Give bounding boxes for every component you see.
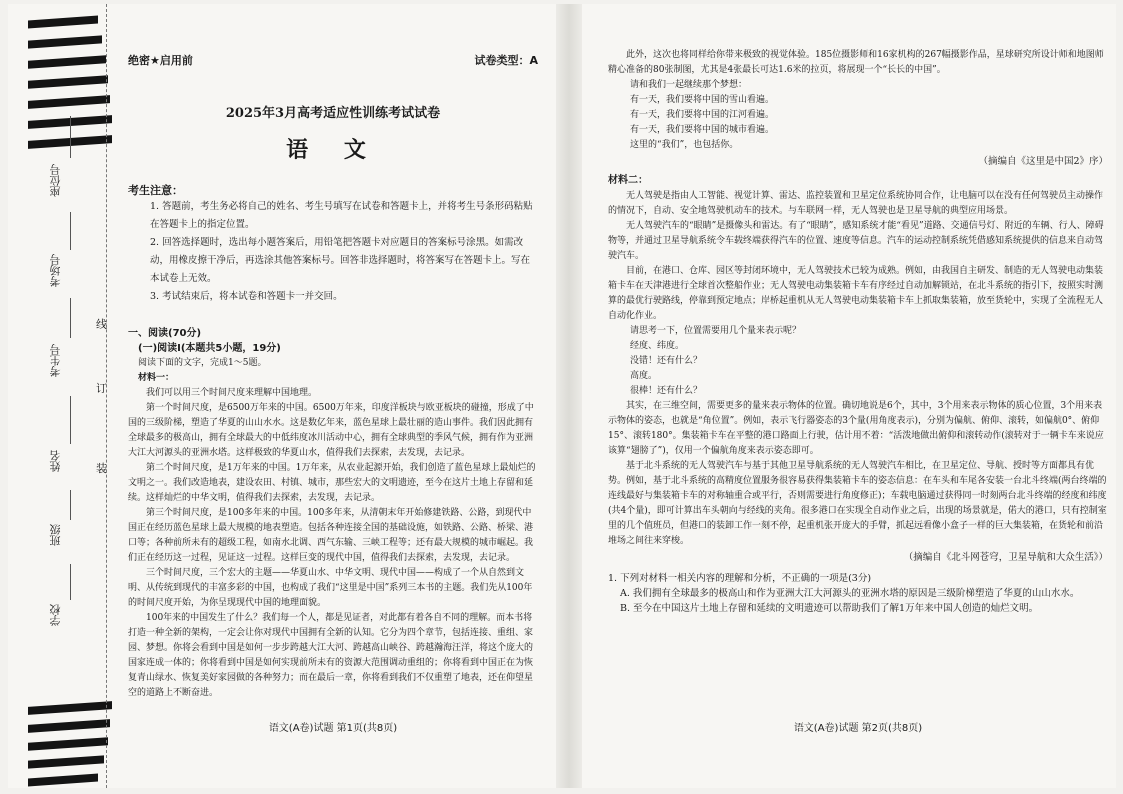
paragraph: 三个时间尺度，三个宏大的主题——华夏山水、中华文明、现代中国——构成了一个从自然到文明、从传统到现代的丰富多彩的中国，也构成了我们“这里是中国”系列三本书的主题。我们先从100年的时间尺度开始，为你呈现现代中国的地理面貌。 — [128, 568, 533, 608]
paragraph: 我们可以用三个时间尺度来理解中国地理。 — [146, 388, 318, 398]
poem-line: 这里的“我们”，也包括你。 — [630, 140, 739, 150]
paragraph: 第二个时间尺度，是1万年来的中国。1万年来，从农业起源开始，我们创造了蓝色星球上最灿烂的文明之一。我们改造地表，建设农田、村镇、城市，那些宏大的文明遗迹，至今在这片土地上存留和延续。这样灿烂的中华文明，值得我们去探索，去发现，去记录。 — [128, 463, 536, 503]
paper-type-label: 试卷类型：A — [474, 54, 538, 67]
page-fold — [556, 4, 582, 788]
binding-strip — [8, 4, 120, 788]
exam-title: 2025年3月高考适应性训练考试试卷 — [225, 106, 441, 121]
page-header — [128, 52, 538, 68]
cut-line — [106, 4, 107, 788]
field-line — [70, 212, 71, 250]
strip-mark — [28, 35, 102, 48]
paragraph: 其实，在三维空间，需要更多的量来表示物体的位置。确切地说是6个，其中，3个用来表示物体的质心位置，3个用来表示物体的姿态，也就是“角位置”。例如，表示飞行器姿态的3个量(用角度表示)，分别为偏航、俯仰、滚转，如偏航0°、俯仰15°、滚转180°。集装箱卡车在平整的港口路面上行驶，估计用不着：“活泼地做出俯仰和滚转动作(滚转对于一辆卡车来说应该算“翅膀了”)，仅用一个偏航角度来表示姿态即可。 — [608, 401, 1104, 456]
notice-item: 2. 回答选择题时，选出每小题答案后，用铅笔把答题卡对应题目的答案标号涂黑。如需改动，用橡皮擦干净后，再选涂其他答案标号。回答非选择题时，将答案写在答题卡上。写在本试卷上无效。 — [150, 237, 531, 284]
dialog-line: 请思考一下，位置需要用几个量来表示呢？ — [630, 326, 802, 336]
page-1 — [128, 44, 538, 734]
page-footer: 语文(A卷)试题 第1页(共8页) — [268, 723, 398, 734]
field-line — [70, 564, 71, 600]
cut-mark-line: 线 — [96, 318, 107, 331]
strip-mark — [28, 719, 110, 733]
field-class: 班级 — [49, 524, 62, 546]
section-heading: 一、阅读(70分) — [128, 328, 202, 339]
source-citation: （摘编自《这里是中国2》序） — [978, 156, 1108, 167]
poem-line: 有一天，我们要将中国的城市看遍。 — [630, 125, 775, 135]
question-option: B. 至今在中国这片土地上存留和延续的文明遗迹可以帮助我们了解1万年来中国人创造的灿烂文明。 — [620, 603, 1039, 614]
dialog-line: 高度。 — [630, 371, 658, 381]
field-exam-room: 考场号 — [49, 254, 62, 287]
paragraph: 第一个时间尺度，是6500万年来的中国。6500万年来，印度洋板块与欧亚板块的碰撞，形成了中国的三级阶梯，塑造了华夏的山山水水。这是数亿年来，蓝色星球上最壮丽的造山事件。我们因此拥有全球最多的极高山，拥有全球最大的中低纬度冰川活动中心，拥有全球典型的季风气候，拥有作为亚洲大江大河源头的亚洲水塔。这样极致的华夏山水，值得我们去探索，去发现，去记录。 — [128, 403, 534, 458]
field-line — [70, 116, 71, 158]
paragraph: 100年来的中国发生了什么？我们每一个人，都是见证者，对此都有着各自不同的理解。而本书将打造一种全新的架构，一定会让你对现代中国拥有全新的认知。它分为四个章节，包括连接、重组、家园、梦想。你将会看到中国是如何一步步跨越大江大河、跨越高山峡谷、跨越瀚海汪洋，将这个庞大的国家连成一体的；你将看到中国是如何实现前所未有的资源大范围调动重组的；你将看到中国正在为恢复青山绿水、恢复美好家园做的各种努力；而在最后一章，你将看到我们不仅重塑了地表，还在仰望星空的道路上不断奋进。 — [128, 613, 534, 698]
notice-list — [150, 198, 538, 306]
strip-mark — [28, 737, 108, 751]
poem-intro: 请和我们一起继续那个梦想： — [630, 80, 748, 90]
paragraph: 第三个时间尺度，是100多年来的中国。100多年来，从清朝末年开始修建铁路、公路，到现代中国正在经历蓝色星球上最大规模的地表塑造。包括各种连接全国的基础设施，如铁路、公路、桥梁、港口等；各种前所未有的超级工程，如南水北调、西气东输、三峡工程等；还有最大规模的城市崛起。我们正在经历这一过程，见证这一过程。这样巨变的现代中国，值得我们去探索，去发现，去记录。 — [128, 508, 534, 563]
cut-mark-bind: 订 — [96, 382, 107, 395]
strip-mark — [28, 755, 104, 768]
field-line — [70, 490, 71, 520]
field-line — [70, 298, 71, 338]
part-heading: (一)阅读Ⅰ(本题共5小题，19分) — [138, 343, 281, 354]
paragraph: 无人驾驶是指由人工智能、视觉计算、雷达、监控装置和卫星定位系统协同合作，让电脑可以在没有任何驾驶员主动操作的情况下，自动、安全地驾驶机动车的技术。与车联网一样，无人驾驶也是卫星导航的典型应用场景。 — [608, 191, 1104, 216]
field-school: 学校 — [49, 604, 62, 626]
source-citation: （摘编自《北斗网苍穹，卫星导航和大众生活》） — [903, 552, 1108, 563]
strip-mark — [28, 16, 98, 29]
subject-title: 语 文 — [286, 137, 380, 163]
cut-mark-pack: 装 — [96, 462, 107, 475]
dialog-line: 经度、纬度。 — [630, 341, 685, 351]
dialog-line: 没错！还有什么？ — [630, 356, 703, 366]
field-name: 姓名 — [49, 450, 62, 472]
notice-item: 3. 考试结束后，将本试卷和答题卡一并交回。 — [150, 291, 343, 302]
strip-mark — [28, 701, 112, 715]
paragraph: 基于北斗系统的无人驾驶汽车与基于其他卫星导航系统的无人驾驶汽车相比，在卫星定位、导航、授时等方面都具有优势。例如，基于北斗系统的高精度位置服务很容易获得集装箱卡车的姿态信息：在车头和车尾各安装一台北斗终端(两台终端的连线最好与集装箱卡车的对称轴重合或平行，否则需要进行角度修正)；车载电脑通过获得同一时刻两台北斗终端的经度和纬度(共4个量)，即可计算出车头朝向与经线的夹角。很多港口在实现全自动作业之后，出现的场景就是，偌大的港口，只有控制室里的几个值班员，但港口的装卸工作一刻不停，起重机张开庞大的手臂，抓起远看像小盒子一样的巨大集装箱，在货轮和前沿堆场之间往来穿梭。 — [608, 461, 1107, 546]
paragraph: 无人驾驶汽车的“眼睛”是摄像头和雷达。有了“眼睛”，感知系统才能“看见”道路、交通信号灯、附近的车辆、行人、障碍物等，并通过卫星导航系统令车载终端获得汽车的位置、速度等信息。汽车的运动控制系统凭借感知系统提供的信息来自动驾驶汽车。 — [608, 221, 1104, 261]
poem-line: 有一天，我们要将中国的雪山看遍。 — [630, 95, 775, 105]
notice-heading: 考生注意： — [128, 184, 183, 197]
notice-item: 1. 答题前，考生务必将自己的姓名、考生号填写在试卷和答题卡上，并将考生号条形码粘贴在答题卡上的指定位置。 — [150, 201, 533, 230]
strip-mark — [28, 95, 110, 109]
strip-mark — [28, 55, 106, 68]
instruction: 阅读下面的文字，完成1～5题。 — [138, 358, 267, 368]
strip-mark — [28, 75, 108, 89]
material-label: 材料二： — [608, 175, 648, 186]
dialog-line: 很棒！还有什么？ — [630, 386, 703, 396]
page-footer: 语文(A卷)试题 第2页(共8页) — [793, 723, 923, 734]
exam-sheet — [8, 4, 1116, 788]
field-student-number: 考生号 — [49, 344, 62, 377]
question-stem: 1. 下列对材料一相关内容的理解和分析，不正确的一项是(3分) — [608, 573, 872, 584]
field-seat-number: 座位号 — [49, 164, 62, 197]
strip-mark — [28, 774, 98, 787]
poem-line: 有一天，我们要将中国的江河看遍。 — [630, 110, 775, 120]
question-option: A. 我们拥有全球最多的极高山和作为亚洲大江大河源头的亚洲水塔的原因是三级阶梯塑造了华夏的山山水水。 — [620, 588, 1080, 599]
page-2 — [608, 44, 1108, 734]
material-label: 材料一： — [138, 373, 175, 383]
confidential-label: 绝密★启用前 — [128, 54, 193, 67]
paragraph: 此外，这次也将同样给你带来极致的视觉体验。185位摄影师和16家机构的267幅摄影作品，星球研究所设计师和地图师精心准备的80张制图，尤其是4张最长可达1.6米的拉页，将展现一个“长长的中国”。 — [608, 50, 1104, 75]
paragraph: 目前，在港口、仓库、园区等封闭环境中，无人驾驶技术已较为成熟。例如，由我国自主研发、制造的无人驾驶电动集装箱卡车在天津港进行全球首次整船作业；无人驾驶电动集装箱卡车有序经过自动加解锁站，在北斗系统的指引下，按照实时测算的最优行驶路线，停靠到预定地点；岸桥起重机从无人驾驶电动集装箱卡车上抓取集装箱，放至货轮中，实现了全流程无人自动化作业。 — [608, 266, 1104, 321]
field-line — [70, 396, 71, 444]
